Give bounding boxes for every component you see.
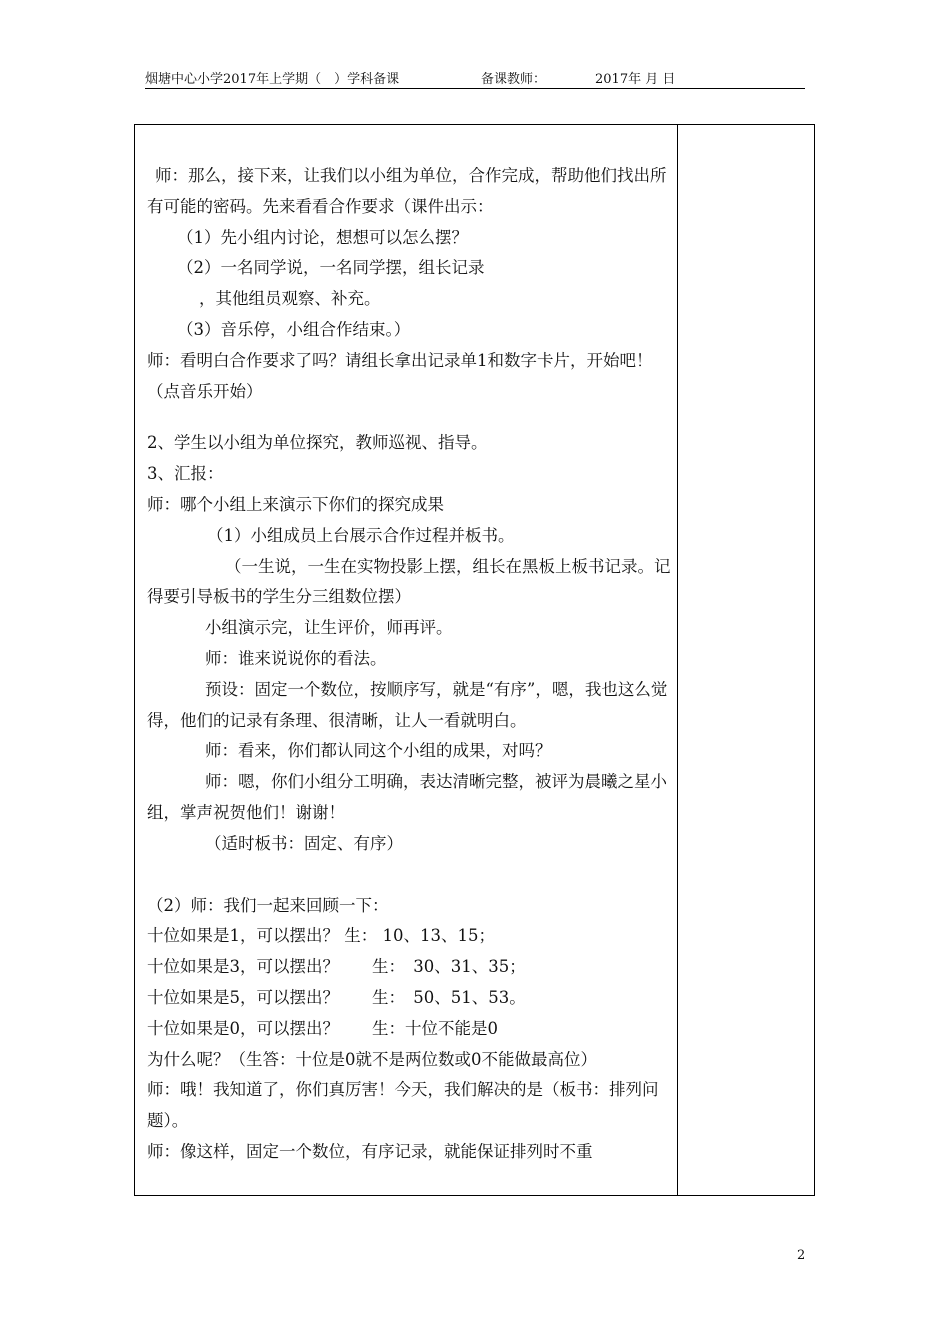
text-line: （1）小组成员上台展示合作过程并板书。 — [207, 525, 515, 545]
header-school: 烟塘中心小学2017年上学期（ ）学科备课 — [145, 72, 400, 87]
text-line: 十位如果是0，可以摆出？ 生：十位不能是0 — [147, 1018, 498, 1038]
text-line: （3）音乐停，小组合作结束。） — [177, 319, 411, 339]
lesson-content — [147, 161, 671, 1168]
text-line: （2）一名同学说，一名同学摆，组长记录 — [177, 258, 485, 278]
text-line: ，其他组员观察、补充。 — [199, 289, 381, 309]
text-line: 师：像这样，固定一个数位，有序记录，就能保证排列时不重 — [147, 1141, 593, 1161]
spacer — [147, 860, 671, 891]
spacer — [147, 407, 671, 428]
text-line: 预设：固定一个数位，按顺序写，就是“有序”，嗯，我也这么觉得，他们的记录有条理、很清晰，让人一看就明白。 — [147, 679, 668, 730]
text-line: 十位如果是3，可以摆出？ 生： 30、31、35； — [147, 957, 526, 977]
text-line: 师：嗯，你们小组分工明确，表达清晰完整，被评为晨曦之星小组，掌声祝贺他们！谢谢！ — [147, 772, 667, 822]
column-divider — [677, 125, 678, 1195]
text-line: 师：哪个小组上来演示下你们的探究成果 — [147, 494, 444, 514]
header-teacher: 备课教师： — [481, 72, 547, 87]
header-date: 2017年 月 日 — [595, 72, 676, 87]
text-line: 师：那么，接下来，让我们以小组为单位，合作完成，帮助他们找出所有可能的密码。先来看看合作要求（课件出示： — [147, 166, 667, 216]
text-line: （适时板书：固定、有序） — [205, 833, 403, 853]
text-line: 为什么呢？（生答：十位是0就不是两位数或0不能做最高位） — [147, 1049, 597, 1069]
text-line: 师：看明白合作要求了吗？请组长拿出记录单1和数字卡片，开始吧！（点音乐开始） — [147, 350, 653, 401]
text-line: 十位如果是1，可以摆出？ 生： 10、13、15； — [147, 926, 495, 946]
text-line: 师：哦！我知道了，你们真厉害！今天，我们解决的是（板书：排列问题）。 — [147, 1080, 659, 1131]
text-line: （2）师：我们一起来回顾一下： — [147, 895, 389, 915]
text-line: 师：谁来说说你的看法。 — [205, 648, 387, 668]
text-line: 十位如果是5，可以摆出？ 生： 50、51、53。 — [147, 987, 526, 1007]
lesson-table — [134, 124, 815, 1196]
page-number: 2 — [797, 1248, 806, 1263]
text-line: （1）先小组内讨论，想想可以怎么摆？ — [177, 227, 468, 247]
text-line: 2、学生以小组为单位探究，教师巡视、指导。 — [147, 433, 488, 453]
text-line: （一生说，一生在实物投影上摆，组长在黑板上板书记录。记得要引导板书的学生分三组数位摆） — [147, 556, 671, 607]
page-header — [145, 66, 805, 89]
text-line: 师：看来，你们都认同这个小组的成果，对吗？ — [205, 741, 552, 761]
text-line: 小组演示完，让生评价，师再评。 — [205, 618, 453, 638]
text-line: 3、汇报： — [147, 464, 224, 484]
